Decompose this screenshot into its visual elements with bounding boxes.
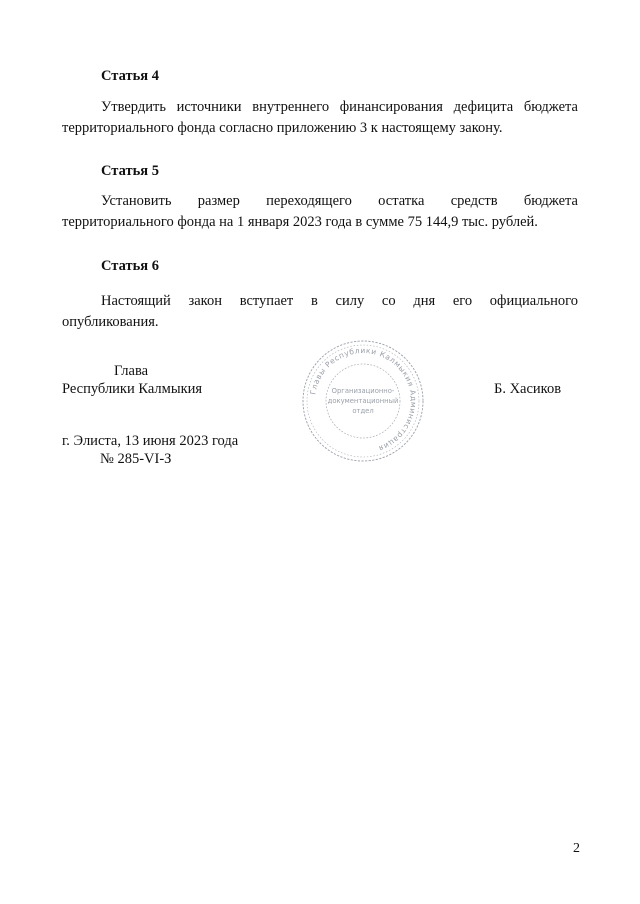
stamp-ring-text: Главы Республики Калмыкия Администрация xyxy=(308,345,419,454)
place-date: г. Элиста, 13 июня 2023 года xyxy=(62,433,239,449)
page-number: 2 xyxy=(573,841,580,856)
article-6-text xyxy=(62,291,578,333)
official-stamp xyxy=(300,338,426,464)
article-6-heading: Статья 6 xyxy=(101,258,159,274)
signature-title-line-2: Республики Калмыкия xyxy=(62,381,203,397)
stamp-center-line-2: документационный xyxy=(327,397,399,405)
stamp-center-line-3: отдел xyxy=(352,407,374,415)
article-5-text xyxy=(62,191,578,233)
signature-title-line-1: Глава xyxy=(114,363,149,379)
article-4-line-1: Утвердить источники внутреннего финансирования дефицита бюджета xyxy=(101,99,578,115)
signature-name: Б. Хасиков xyxy=(494,381,562,397)
stamp-center-line-1: Организационно- xyxy=(331,387,395,395)
article-6-line-2: опубликования. xyxy=(62,314,159,330)
law-number: № 285-VI-З xyxy=(100,451,172,467)
article-4-heading: Статья 4 xyxy=(101,68,159,84)
article-4-line-2: территориального фонда согласно приложению 3 к настоящему закону. xyxy=(62,120,503,136)
article-4-text xyxy=(62,97,578,139)
article-5-line-2: территориального фонда на 1 января 2023 года в сумме 75 144,9 тыс. рублей. xyxy=(62,214,538,230)
article-5-heading: Статья 5 xyxy=(101,163,159,179)
article-6-line-1: Настоящий закон вступает в силу со дня его официального xyxy=(101,293,578,309)
article-5-line-1: Установить размер переходящего остатка средств бюджета xyxy=(101,193,578,209)
